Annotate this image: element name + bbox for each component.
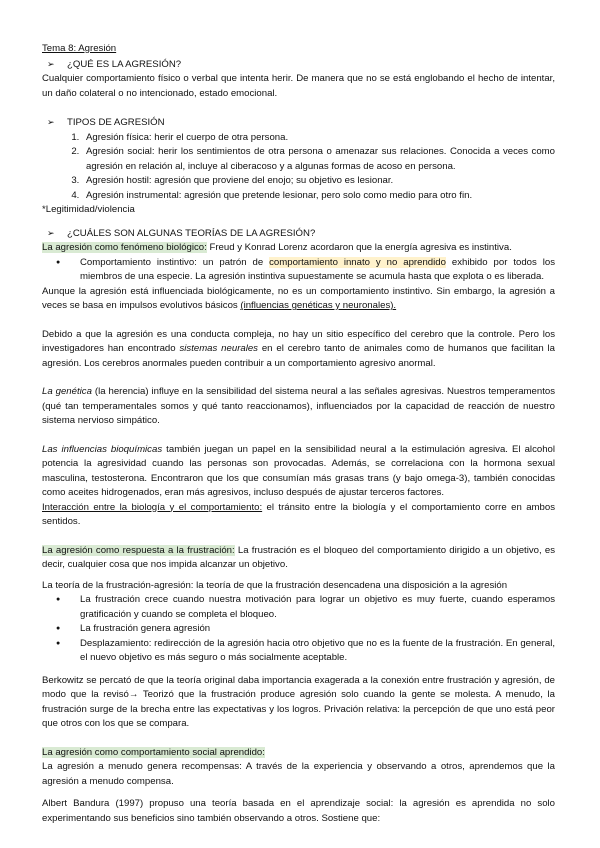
list-item: 2. Agresión social: herir los sentimientos de otra persona o amenazar sus relaciones. Conocida a veces como agresión en relación al, incluye al ciberacoso y a algunas formas de acoso en persona. [82,145,555,174]
paragraph [42,443,555,501]
theory-line: La teoría de la frustración-agresión: la teoría de que la frustración desencadena una disposición a la agresión [42,579,508,591]
paragraph: La agresión a menudo genera recompensas: A través de la experiencia y observando a otros, aprendemos que la agresión a menudo compensa. [42,761,555,787]
highlight-label: La agresión como fenómeno biológico: [42,242,207,253]
list-item: ● Desplazamiento: redirección de la agresión hacia otro objetivo que no es la fuente de la frustración. En general, el nuevo objetivo es más seguro o más socialmente aceptable. [80,637,555,666]
social-heading-line [42,746,555,761]
text-span: Debido a que la agresión es una conducta compleja, no hay un sitio específico del cerebro que la controle. Pero los investigadores han encontrado [42,328,555,354]
definition-paragraph: Cualquier comportamiento físico o verbal que intenta herir. De manera que no se está englobando el hecho de intentar, un daño colateral o no intencionado, estado emocional. [42,73,555,99]
highlight-label: La agresión como comportamiento social aprendido: [42,746,265,758]
underlined-text: (influencias genéticas y neuronales). [240,300,397,311]
text-span: Aunque la agresión está influenciada biológicamente, no es un comportamiento instintivo. Sin embargo, la agresión a veces se basa en impulsos evolutivos básicos [42,285,555,311]
paragraph [42,385,555,429]
note-text: *Legitimidad/violencia [42,204,135,215]
types-list [42,131,555,204]
bio-paragraph [42,241,555,256]
section-heading-text: ¿CUÁLES SON ALGUNAS TEORÍAS DE LA AGRESIÓN? [67,227,316,239]
section-heading-types [42,115,555,131]
list-item: 1. Agresión física: herir el cuerpo de otra persona. [82,131,555,146]
arrow-bullet-icon: ➢ [47,58,55,69]
underlined-text: Interacción entre la biología y el comportamiento: [42,501,263,513]
text-span: el tránsito entre la biología y el comportamiento corre en ambos sentidos. [42,501,556,527]
highlight-label: La agresión como respuesta a la frustración: [42,544,235,556]
bandura-paragraph: Albert Bandura (1997) propuso una teoría basada en el aprendizaje social: la agresión es aprendida no solo experimentando sus beneficios sino también observando a otros. Sostiene que: [42,798,555,824]
document-page [42,42,555,826]
text-span: La frustración es el bloqueo del comportamiento dirigido a un objetivo, es decir, cualquier cosa que nos impida alcanzar un objetivo. [42,544,555,570]
list-item: 3. Agresión hostil: agresión que proviene del enojo; su objetivo es lesionar. [82,174,555,189]
list-item: ● La frustración genera agresión [80,622,555,637]
page-title: Tema 8: Agresión [42,43,117,54]
text-span: exhibido por todos los miembros de una especie. La agresión instintiva supuestamente se acumula hasta que explota o es liberada. [80,256,556,282]
highlight-text: comportamiento innato y no aprendido [269,256,446,268]
section-heading-what-is [42,57,555,73]
text-span: también juegan un papel en la sensibilidad neural a la estimulación agresiva. El alcohol potencia la agresividad cuando las personas son provocadas. Además, se correlaciona con la hormona sexual masculina, testosterona. Encontraron que los que consumían más grasas trans (y bajo omega-3), también conocidas como aceites hidrogenados, eran más agresivos, incluso después de ajustar terceros factores. [42,443,556,498]
arrow-bullet-icon: ➢ [47,227,55,238]
paragraph [42,285,555,314]
arrow-bullet-icon: ➢ [47,117,55,127]
italic-text: Las influencias bioquímicas [42,443,163,455]
text-span: Comportamiento instintivo: un patrón de [80,256,270,268]
list-item: ● La frustración crece cuando nuestra motivación para lograr un objetivo es muy fuerte, cuando esperamos gratificación y cuando se completa el bloqueo. [80,593,555,622]
italic-text: La genética [42,386,92,397]
text-span: (la herencia) influye en la sensibilidad del sistema neural a las señales agresivas. Nuestros temperamentos (qué tan temperamentales somos y qué tanto reaccionamos), influenciados por la capacidad de reacción de nuestro sistema nervioso simpático. [42,386,556,426]
frustration-paragraph [42,544,555,573]
section-heading-text: TIPOS DE AGRESIÓN [67,117,165,128]
section-heading-theories [42,226,555,242]
text-span: Freud y Konrad Lorenz acordaron que la energía agresiva es instintiva. [206,242,512,253]
section-heading-text: ¿QUÉ ES LA AGRESIÓN? [67,58,182,70]
berkowitz-paragraph: Berkowitz se percató de que la teoría original daba importancia exagerada a la conexión entre frustración y agresión, de modo que la revisó→ Teorizó que la frustración produce agresión solo cuando la gente se molesta. A menudo, la frustración surge de la brecha entre las expectativas y los logros. Privación relativa: la percepción de que uno está peor que otros con los que se compara. [42,674,555,729]
text-span: en el cerebro tanto de animales como de humanos que facilitan la agresión. Los cerebros anormales pueden contribuir a un comportamiento agresivo anormal. [42,343,555,369]
frustration-bullets [42,593,555,666]
bio-bullets [42,256,555,285]
italic-text: sistemas neurales [179,343,258,354]
list-item: 4. Agresión instrumental: agresión que pretende lesionar, pero solo como medio para otro fin. [82,189,555,204]
list-item [80,256,555,285]
paragraph [42,501,555,530]
paragraph [42,328,555,372]
